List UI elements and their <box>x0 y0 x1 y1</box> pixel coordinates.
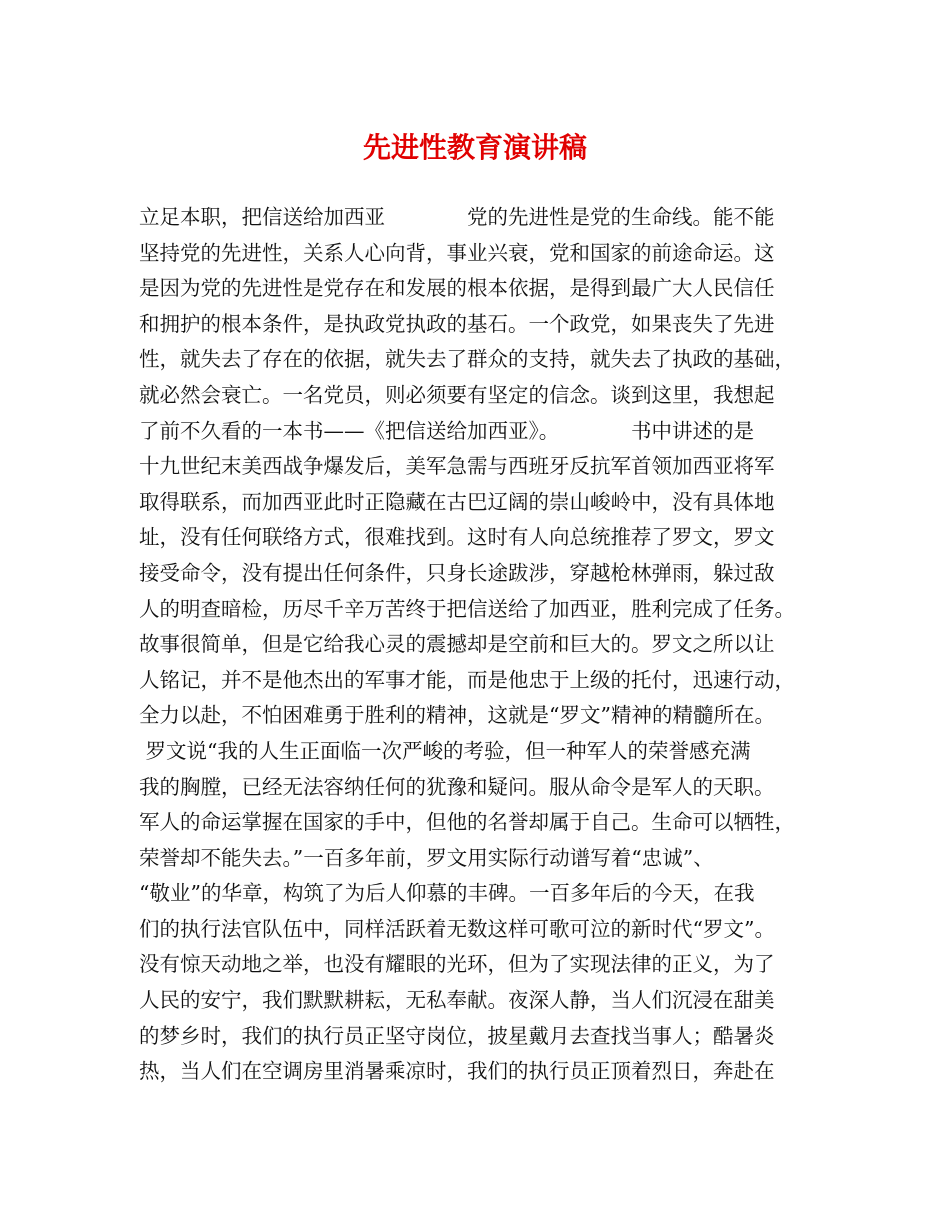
body-line: 立足本职，把信送给加西亚 党的先进性是党的生命线。能不能 <box>139 205 775 229</box>
body-line: 我的胸膛，已经无法容纳任何的犹豫和疑问。服从命令是军人的天职。 <box>139 774 775 799</box>
body-line: 性，就失去了存在的依据，就失去了群众的支持，就失去了执政的基础， <box>139 347 795 372</box>
document-title: 先进性教育演讲稿 <box>362 131 587 164</box>
body-line: 的梦乡时，我们的执行员正坚守岗位，披星戴月去查找当事人；酷暑炎 <box>139 1023 775 1048</box>
body-line: 们的执行法官队伍中，同样活跃着无数这样可歌可泣的新时代“罗文”。 <box>139 916 775 941</box>
body-line: 军人的命运掌握在国家的手中，但他的名誉却属于自己。生命可以牺牲， <box>139 810 795 835</box>
document-body <box>139 200 839 1090</box>
body-line: 热，当人们在空调房里消暑乘凉时，我们的执行员正顶着烈日，奔赴在 <box>139 1059 775 1084</box>
body-line: 罗文说“我的人生正面临一次严峻的考验，但一种军人的荣誉感充满 <box>139 738 751 763</box>
body-line: 人的明查暗检，历尽千辛万苦终于把信送给了加西亚，胜利完成了任务。 <box>139 596 795 621</box>
body-line: 取得联系，而加西亚此时正隐藏在古巴辽阔的崇山峻岭中，没有具体地 <box>139 489 775 514</box>
body-line: “敬业”的华章，构筑了为后人仰慕的丰碑。一百多年后的今天，在我 <box>139 881 755 906</box>
body-line: 人铭记，并不是他杰出的军事才能，而是他忠于上级的托付，迅速行动， <box>139 667 795 692</box>
body-line: 全力以赴，不怕困难勇于胜利的精神，这就是“罗文”精神的精髓所在。 <box>139 703 775 728</box>
body-line: 十九世纪末美西战争爆发后，美军急需与西班牙反抗军首领加西亚将军 <box>139 454 775 479</box>
body-line: 荣誉却不能失去。”一百多年前，罗文用实际行动谱写着“忠诚”、 <box>139 845 714 870</box>
body-line: 没有惊天动地之举，也没有耀眼的光环，但为了实现法律的正义，为了 <box>139 952 775 977</box>
body-line: 和拥护的根本条件，是执政党执政的基石。一个政党，如果丧失了先进 <box>139 311 775 336</box>
body-line: 是因为党的先进性是党存在和发展的根本依据，是得到最广大人民信任 <box>139 276 775 301</box>
body-line: 坚持党的先进性，关系人心向背，事业兴衰，党和国家的前途命运。这 <box>139 240 775 265</box>
body-line: 了前不久看的一本书——《把信送给加西亚》。 书中讲述的是 <box>139 418 754 443</box>
body-line: 接受命令，没有提出任何条件，只身长途跋涉，穿越枪林弹雨，躲过敌 <box>139 560 775 585</box>
body-line: 就必然会衰亡。一名党员，则必须要有坚定的信念。谈到这里，我想起 <box>139 382 775 407</box>
body-line: 故事很简单，但是它给我心灵的震撼却是空前和巨大的。罗文之所以让 <box>139 632 775 657</box>
body-line: 址，没有任何联络方式，很难找到。这时有人向总统推荐了罗文，罗文 <box>139 525 775 550</box>
body-line: 人民的安宁，我们默默耕耘，无私奉献。夜深人静，当人们沉浸在甜美 <box>139 988 775 1013</box>
